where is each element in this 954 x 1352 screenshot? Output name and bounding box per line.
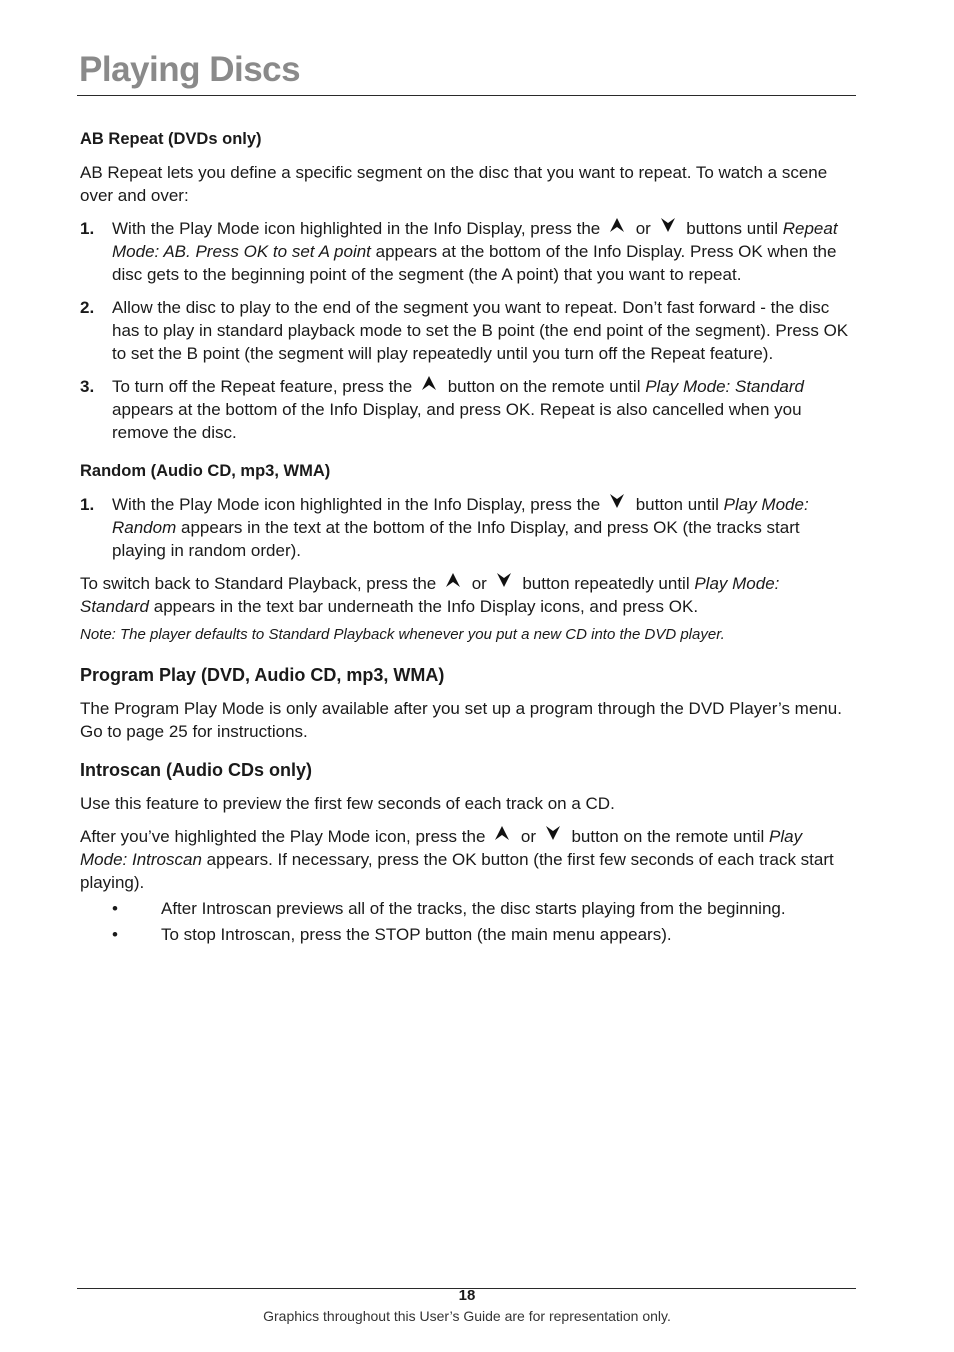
random-note: Note: The player defaults to Standard Playback whenever you put a new CD into the DVD player. [80,626,725,643]
ab-repeat-step-2: 2. Allow the disc to play to the end of the segment you want to repeat. Don’t fast forward - the disc has to play in standard playback mode to set the B point (the end point of the segment). Press OK to set the B point (the segment will play repeatedly until you turn off the Repeat feature). [80,298,849,363]
introscan-paragraph: After you’ve highlighted the Play Mode icon, press the or button on the remote until Play Mode: Introscan appears. If necessary, press the OK button (the first few seconds of each track start playing). [80,827,834,892]
step-number: 2. [80,298,95,317]
random-step-1: 1. With the Play Mode icon highlighted in the Info Display, press the button until Play Mode: Random appears in the text at the bottom of the Info Display, and press OK (the tracks start playing in random order). [80,495,809,560]
ab-repeat-intro: AB Repeat lets you define a specific segment on the disc that you want to repeat. To watch a scene over and over: [80,163,828,205]
down-arrow-icon [495,572,515,588]
ab-repeat-heading: AB Repeat (DVDs only) [80,130,262,148]
list-item: • To stop Introscan, press the STOP button (the main menu appears). [112,925,672,944]
step-number: 1. [80,495,95,514]
up-arrow-icon [608,217,628,233]
introscan-intro: Use this feature to preview the first few seconds of each track on a CD. [80,794,615,813]
step-number: 1. [80,219,95,238]
up-arrow-icon [420,375,440,391]
down-arrow-icon [608,493,628,509]
up-arrow-icon [493,825,513,841]
introscan-heading: Introscan (Audio CDs only) [80,760,313,780]
title-divider [77,95,856,96]
page-content [80,127,852,946]
list-item: • After Introscan previews all of the tracks, the disc starts playing from the beginning. [112,899,786,918]
footer-note: Graphics throughout this User’s Guide are for representation only. [263,1308,671,1324]
page-title: Playing Discs [79,50,301,89]
ab-repeat-step-1: 1. With the Play Mode icon highlighted in the Info Display, press the or buttons until Repeat Mode: AB. Press OK to set A point appears at the bottom of the Info Display. Press OK when the disc gets to the beginning point of the segment (the A point) that you want to repeat. [80,219,838,284]
program-play-heading: Program Play (DVD, Audio CD, mp3, WMA) [80,665,445,685]
down-arrow-icon [659,217,679,233]
step-number: 3. [80,377,95,396]
up-arrow-icon [444,572,464,588]
program-play-text: The Program Play Mode is only available after you set up a program through the DVD Player’s menu. Go to page 25 for instructions. [80,699,842,741]
page-number: 18 [458,1287,476,1304]
bullet-icon: • [112,899,118,918]
bullet-icon: • [112,925,118,944]
random-heading: Random (Audio CD, mp3, WMA) [80,462,331,480]
ab-repeat-step-3: 3. To turn off the Repeat feature, press the button on the remote until Play Mode: Standard appears at the bottom of the Info Display, and press OK. Repeat is also cancelled when you remove the disc. [80,377,804,442]
down-arrow-icon [544,825,564,841]
random-standard-paragraph: To switch back to Standard Playback, press the or button repeatedly until Play Mode: Standard appears in the text bar underneath the Info Display icons, and press OK. [80,574,780,616]
